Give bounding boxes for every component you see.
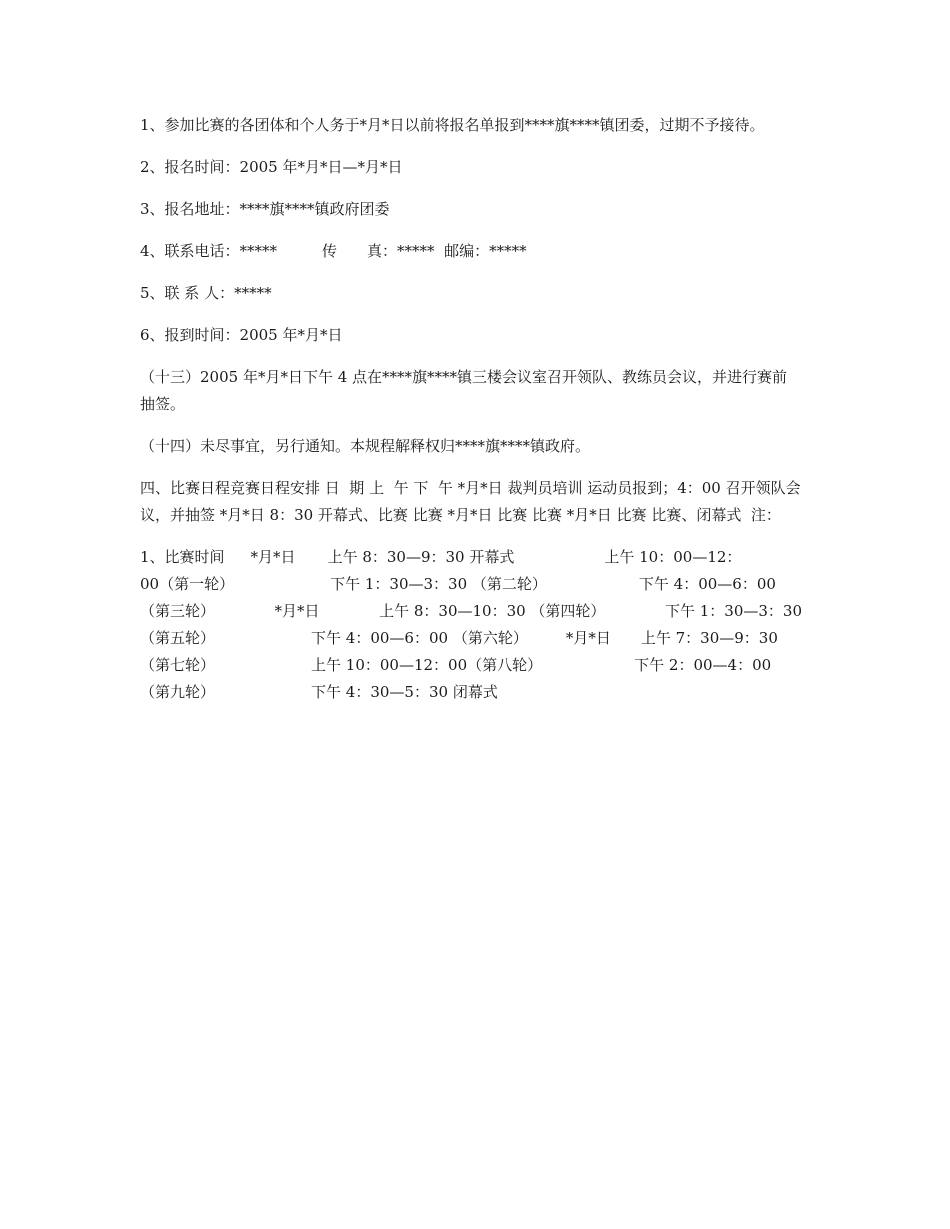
paragraph-competition-schedule: 四、比赛日程竞赛日程安排 日 期 上 午 下 午 *月*日 裁判员培训 运动员报到；4：00 召开领队会议，并抽签 *月*日 8：30 开幕式、比赛 比赛 *月*日 比赛 比赛 *月*日 比赛 比赛、闭幕式 注： bbox=[140, 479, 801, 524]
match-schedule bbox=[140, 544, 802, 706]
schedule-segment: （第三轮） bbox=[140, 602, 216, 620]
schedule-line bbox=[140, 652, 802, 679]
schedule-segment: 1、比赛时间 bbox=[140, 548, 225, 566]
document-page bbox=[140, 112, 802, 706]
paragraph-contact-phone: 4、联系电话：***** 传 真：***** 邮编：***** bbox=[140, 242, 527, 260]
schedule-segment: 下午 4：30—5：30 闭幕式 bbox=[311, 683, 498, 701]
schedule-segment: *月*日 bbox=[565, 629, 611, 647]
schedule-segment: 下午 1：30—3：30 bbox=[664, 602, 802, 620]
schedule-segment: 下午 4：00—6：00 （第六轮） bbox=[311, 629, 528, 647]
schedule-segment: *月*日 bbox=[274, 602, 320, 620]
schedule-segment: 上午 8：30—9：30 开幕式 bbox=[327, 548, 515, 566]
schedule-segment: （第九轮） bbox=[140, 683, 216, 701]
schedule-line bbox=[140, 598, 802, 625]
paragraph-registration-time: 2、报名时间：2005 年*月*日—*月*日 bbox=[140, 158, 403, 176]
schedule-segment: *月*日 bbox=[250, 548, 296, 566]
paragraph-section-14: （十四）未尽事宜，另行通知。本规程解释权归****旗****镇政府。 bbox=[140, 437, 591, 455]
schedule-line bbox=[140, 544, 802, 571]
schedule-segment: 上午 10：00—12： bbox=[604, 548, 742, 566]
schedule-segment: 上午 8：30—10：30 （第四轮） bbox=[379, 602, 606, 620]
paragraph-registration-address: 3、报名地址：****旗****镇政府团委 bbox=[140, 200, 390, 218]
schedule-segment: 下午 4：00—6：00 bbox=[638, 575, 776, 593]
paragraph-registration-deadline: 1、参加比赛的各团体和个人务于*月*日以前将报名单报到****旗****镇团委，过期不予接待。 bbox=[140, 116, 765, 134]
schedule-line bbox=[140, 679, 802, 706]
schedule-segment: 下午 2：00—4：00 bbox=[634, 656, 772, 674]
schedule-segment: 下午 1：30—3：30 （第二轮） bbox=[330, 575, 547, 593]
schedule-segment: （第五轮） bbox=[140, 629, 216, 647]
schedule-line bbox=[140, 571, 802, 598]
paragraph-section-13: （十三）2005 年*月*日下午 4 点在****旗****镇三楼会议室召开领队、教练员会议，并进行赛前抽签。 bbox=[140, 368, 788, 413]
schedule-line bbox=[140, 625, 802, 652]
schedule-segment: （第七轮） bbox=[140, 656, 216, 674]
paragraph-contact-person: 5、联 系 人：***** bbox=[140, 284, 272, 302]
schedule-segment: 00（第一轮） bbox=[140, 575, 235, 593]
paragraph-arrival-time: 6、报到时间：2005 年*月*日 bbox=[140, 326, 343, 344]
schedule-segment: 上午 7：30—9：30 bbox=[640, 629, 778, 647]
schedule-segment: 上午 10：00—12：00（第八轮） bbox=[311, 656, 543, 674]
